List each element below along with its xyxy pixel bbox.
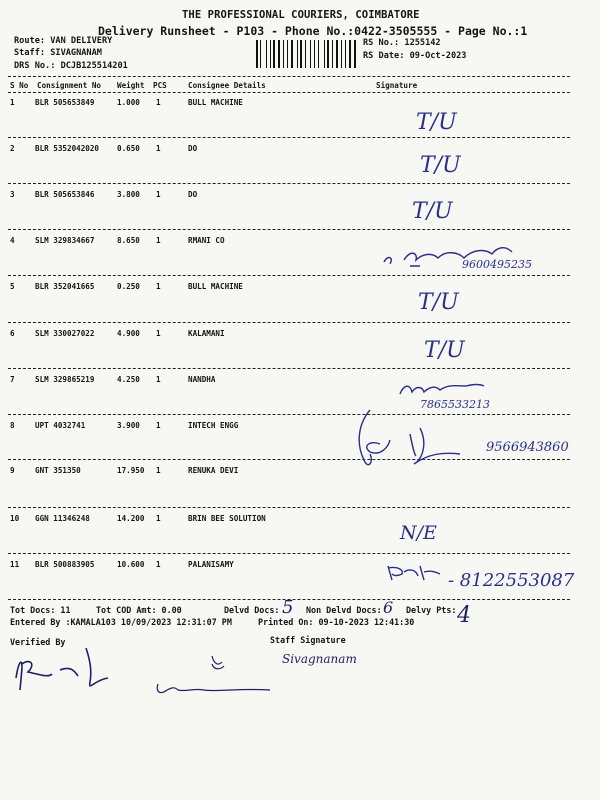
row-divider xyxy=(8,229,570,230)
total-docs: Tot Docs: 11 xyxy=(10,605,71,615)
row-weight: 3.900 xyxy=(117,421,140,430)
runsheet-title: Delivery Runsheet - P103 - Phone No.:0422-3505555 - Page No.:1 xyxy=(98,24,528,38)
row-divider xyxy=(8,553,570,554)
row-pieces: 1 xyxy=(156,329,161,338)
row-sno: 3 xyxy=(10,190,15,199)
row-consignment-number: SLM 330027022 xyxy=(35,329,95,338)
company-name: THE PROFESSIONAL COURIERS, COIMBATORE xyxy=(182,9,420,21)
row-pieces: 1 xyxy=(156,236,161,245)
row-pieces: 1 xyxy=(156,190,161,199)
row-weight: 0.650 xyxy=(117,144,140,153)
drs-number: DRS No.: DCJB125514201 xyxy=(14,61,128,71)
row-weight: 10.600 xyxy=(117,560,145,569)
row-consignment-number: UPT 4032741 xyxy=(35,421,86,430)
delivered-docs-value: 5 xyxy=(282,597,294,618)
row-consignment-number: GNT 351350 xyxy=(35,466,81,475)
row-sno: 9 xyxy=(10,466,15,475)
row-consignment-number: GGN 11346248 xyxy=(35,514,90,523)
rs-date: RS Date: 09-Oct-2023 xyxy=(363,51,467,61)
row-sno: 2 xyxy=(10,144,15,153)
row-pieces: 1 xyxy=(156,282,161,291)
row-consignment-number: SLM 329834667 xyxy=(35,236,95,245)
row-consignee: DO xyxy=(188,144,198,153)
handwritten-scribble xyxy=(350,404,490,474)
delivered-docs-label: Delvd Docs: xyxy=(224,605,280,615)
row-signature: T/U xyxy=(424,338,465,363)
non-delivered-label: Non Delvd Docs: xyxy=(306,605,382,615)
row-weight: 17.950 xyxy=(117,466,145,475)
row-sno: 1 xyxy=(10,98,15,107)
row-sno: 11 xyxy=(10,560,20,569)
row-sno: 7 xyxy=(10,375,15,384)
row-pieces: 1 xyxy=(156,514,161,523)
row-consignee: BULL MACHINE xyxy=(188,282,243,291)
row-weight: 4.250 xyxy=(117,375,140,384)
row-signature: T/U xyxy=(416,110,457,135)
row-signature: N/E xyxy=(400,522,437,544)
row-weight: 14.200 xyxy=(117,514,145,523)
row-sno: 4 xyxy=(10,236,15,245)
route-label: Route: VAN DELIVERY xyxy=(14,36,113,46)
row-divider xyxy=(8,137,570,138)
handwritten-scribble xyxy=(396,378,486,400)
delivery-points-value: 4 xyxy=(457,603,471,628)
row-sno: 5 xyxy=(10,282,15,291)
row-consignment-number: SLM 329865219 xyxy=(35,375,95,384)
staff-label: Staff: SIVAGNANAM xyxy=(14,48,102,58)
row-sno: 10 xyxy=(10,514,20,523)
staff-handwritten-name: Sivagnanam xyxy=(282,652,357,666)
row-divider xyxy=(8,275,570,276)
row-sno: 8 xyxy=(10,421,15,430)
row-divider xyxy=(8,368,570,369)
total-cod: Tot COD Amt: 0.00 xyxy=(96,605,182,615)
row-signature: 7865533213 xyxy=(420,398,490,411)
handwritten-scribble xyxy=(380,240,520,270)
row-pieces: 1 xyxy=(156,466,161,475)
row-signature: T/U xyxy=(412,199,453,224)
row-pieces: 1 xyxy=(156,375,161,384)
row-consignee: BRIN BEE SOLUTION xyxy=(188,514,266,523)
row-consignee: RENUKA DEVI xyxy=(188,466,239,475)
barcode xyxy=(256,40,356,68)
row-divider xyxy=(8,507,570,508)
delivery-points-label: Delvy Pts: xyxy=(406,605,457,615)
verifier-signature xyxy=(8,640,298,710)
row-signature: T/U xyxy=(420,153,461,178)
row-pieces: 1 xyxy=(156,560,161,569)
row-weight: 8.650 xyxy=(117,236,140,245)
row-divider xyxy=(8,183,570,184)
printed-on: Printed On: 09-10-2023 12:41:30 xyxy=(258,617,415,627)
row-pieces: 1 xyxy=(156,421,161,430)
col-weight: Weight xyxy=(117,81,145,90)
row-weight: 1.000 xyxy=(117,98,140,107)
row-weight: 0.250 xyxy=(117,282,140,291)
row-consignee: KALAMANI xyxy=(188,329,225,338)
row-consignment-number: BLR 505653849 xyxy=(35,98,95,107)
col-consignee: Consignee Details xyxy=(188,81,266,90)
row-weight: 3.800 xyxy=(117,190,140,199)
row-consignment-number: BLR 500883905 xyxy=(35,560,95,569)
row-consignment-number: BLR 352041665 xyxy=(35,282,95,291)
header-bottom-rule xyxy=(8,92,570,93)
handwritten-scribble xyxy=(384,562,444,584)
row-consignee: INTECH ENGG xyxy=(188,421,239,430)
row-consignee: NANDHA xyxy=(188,375,216,384)
row-divider xyxy=(8,322,570,323)
rs-number: RS No.: 1255142 xyxy=(363,38,441,48)
col-pcs: PCS xyxy=(153,81,167,90)
entered-by: Entered By :KAMALA103 10/09/2023 12:31:07 PM xyxy=(10,617,232,627)
row-signature: 9566943860 xyxy=(486,440,569,455)
staff-signature-label: Staff Signature xyxy=(270,635,346,645)
row-signature: T/U xyxy=(418,290,459,315)
col-signature: Signature xyxy=(376,81,418,90)
row-weight: 4.900 xyxy=(117,329,140,338)
row-pieces: 1 xyxy=(156,144,161,153)
col-sno: S No xyxy=(10,81,29,90)
row-pieces: 1 xyxy=(156,98,161,107)
row-signature: - 8122553087 xyxy=(448,570,575,591)
row-consignee: PALANISAMY xyxy=(188,560,234,569)
non-delivered-value: 6 xyxy=(383,598,394,617)
row-signature: 9600495235 xyxy=(462,258,532,271)
row-consignment-number: BLR 5352042020 xyxy=(35,144,100,153)
col-consignment: Consignment No xyxy=(37,81,102,90)
header-top-rule xyxy=(8,76,570,77)
row-consignee: RMANI CO xyxy=(188,236,225,245)
row-consignment-number: BLR 505653846 xyxy=(35,190,95,199)
verified-by-label: Verified By xyxy=(10,637,66,647)
row-consignee: BULL MACHINE xyxy=(188,98,243,107)
row-sno: 6 xyxy=(10,329,15,338)
row-consignee: DO xyxy=(188,190,198,199)
